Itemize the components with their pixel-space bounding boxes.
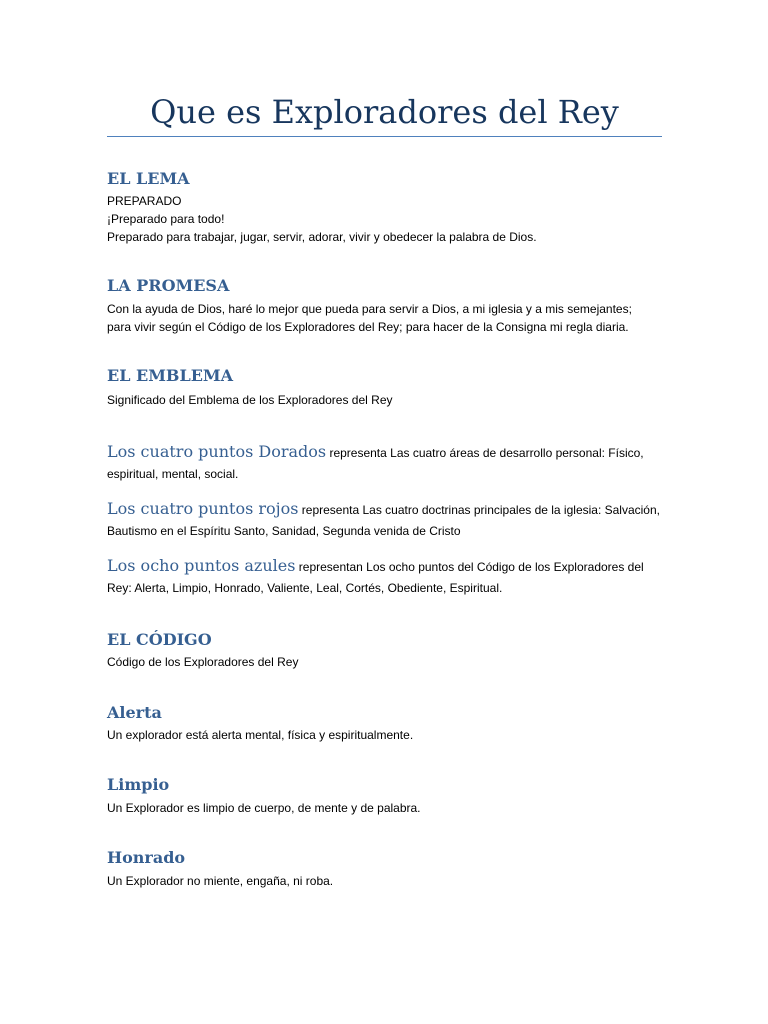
lema-line-1: PREPARADO — [107, 194, 182, 208]
emblema-point-rojos — [107, 498, 662, 542]
promesa-line-1: Con la ayuda de Dios, haré lo mejor que pueda para servir a Dios, a mi iglesia y a mis semejantes; — [107, 302, 632, 316]
codigo-item-honrado-text: Un Explorador no miente, engaña, ni roba. — [107, 874, 334, 888]
emblema-point-text: representa Las cuatro áreas de desarrollo personal: Físico, espiritual, mental, social. — [107, 446, 644, 481]
emblema-point-dorados — [107, 441, 662, 485]
codigo-item-limpio-heading: Limpio — [107, 775, 170, 794]
emblema-point-text: representan Los ocho puntos del Código de los Exploradores del Rey: Alerta, Limpio, Honrado, Valiente, Leal, Cortés, Obediente, Espiritual. — [107, 560, 644, 595]
emblema-description: Significado del Emblema de los Exploradores del Rey — [107, 393, 393, 407]
codigo-item-alerta-heading: Alerta — [107, 703, 162, 722]
emblema-heading: EL EMBLEMA — [107, 366, 234, 385]
lema-line-3: Preparado para trabajar, jugar, servir, adorar, vivir y obedecer la palabra de Dios. — [107, 230, 537, 244]
lema-line-2: ¡Preparado para todo! — [107, 212, 225, 226]
codigo-description: Código de los Exploradores del Rey — [107, 655, 299, 669]
codigo-item-honrado-heading: Honrado — [107, 848, 186, 867]
emblema-point-text: representa Las cuatro doctrinas principales de la iglesia: Salvación, Bautismo en el Espíritu Santo, Sanidad, Segunda venida de Cristo — [107, 503, 660, 538]
emblema-point-azules — [107, 555, 662, 599]
promesa-line-2: para vivir según el Código de los Exploradores del Rey; para hacer de la Consigna mi regla diaria. — [107, 320, 629, 334]
codigo-heading: EL CÓDIGO — [107, 630, 212, 649]
emblema-point-title: Los cuatro puntos Dorados — [107, 442, 327, 461]
emblema-point-title: Los ocho puntos azules — [107, 556, 296, 575]
emblema-point-title: Los cuatro puntos rojos — [107, 499, 299, 518]
promesa-heading: LA PROMESA — [107, 276, 230, 295]
lema-heading: EL LEMA — [107, 169, 190, 188]
codigo-item-limpio-text: Un Explorador es limpio de cuerpo, de mente y de palabra. — [107, 801, 421, 815]
document-title: Que es Exploradores del Rey — [150, 93, 619, 131]
codigo-item-alerta-text: Un explorador está alerta mental, física y espiritualmente. — [107, 728, 414, 742]
title-underline — [107, 136, 662, 137]
